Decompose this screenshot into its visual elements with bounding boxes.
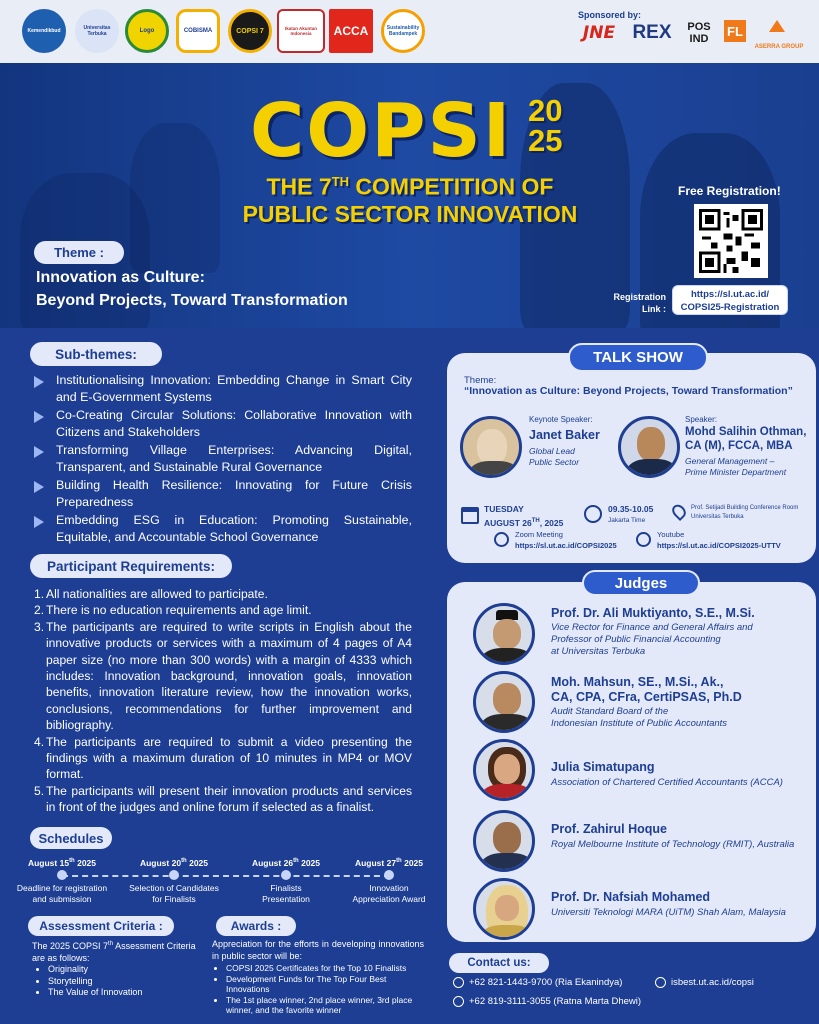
- kemendikbud-logo: Kemendikbud: [22, 9, 66, 53]
- registration-link[interactable]: https://sl.ut.ac.id/ COPSI25-Registration: [672, 285, 788, 315]
- sponsor-label: Sponsored by:: [578, 10, 642, 20]
- aserra-mark: [769, 20, 785, 32]
- jne-logo: JNE: [582, 23, 616, 43]
- awards-label: Awards :: [216, 916, 296, 936]
- schedule-desc: Selection of Candidates for Finalists: [129, 883, 219, 904]
- keynote-speaker-photo: [460, 416, 522, 478]
- speaker-label: Speaker:: [685, 415, 718, 424]
- talkshow-title: TALK SHOW: [568, 343, 708, 372]
- schedule-desc: Innovation Appreciation Award: [352, 883, 426, 904]
- judge-name: Moh. Mahsun, SE., M.Si., Ak., CA, CPA, CFra, CertiPSAS, Ph.D: [551, 675, 742, 704]
- rex-logo: REX: [632, 22, 672, 43]
- schedules-label: Schedules: [30, 827, 112, 849]
- whatsapp-icon: [453, 996, 464, 1007]
- calendar-icon: [461, 507, 479, 524]
- keynote-label: Keynote Speaker:: [529, 415, 593, 424]
- schedule-desc: Deadline for registration and submission: [16, 883, 108, 904]
- speaker-desc: General Management – Prime Minister Department: [685, 456, 787, 477]
- logo-3: Logo: [125, 9, 169, 53]
- cobisma-logo: COBISMA: [176, 9, 220, 53]
- acca-logo: ACCA: [329, 9, 373, 53]
- judge-desc: Association of Chartered Certified Accountants (ACCA): [551, 777, 783, 788]
- list-item: 3. The participants are required to write scripts in English about the innovative products or services with a maximum of 4 pages of A4 paper size (no more than 300 words) with a margin of 4333 which includes: Innovation background, innovation goals, innovation benefits, innovation literature review, how the innovation works, conclusions, recommendations for further improvement and bibliography.: [34, 619, 412, 733]
- event-year: 20 25: [528, 93, 563, 158]
- talkshow-card: [447, 353, 816, 563]
- list-item: • The Value of Innovation: [48, 987, 198, 999]
- universitas-terbuka-logo: Universitas Terbuka: [75, 9, 119, 53]
- sustainability-logo: Sustainability Bandampek: [381, 9, 425, 53]
- globe-icon: [655, 977, 666, 988]
- contact-phone[interactable]: +62 821-1443-9700 (Ria Ekanindya): [469, 977, 623, 988]
- subthemes-label: Sub-themes:: [30, 342, 162, 366]
- location-pin-icon: [669, 502, 688, 521]
- subthemes-list: [34, 372, 412, 547]
- keynote-desc: Global Lead Public Sector: [529, 446, 580, 467]
- list-item: Building Health Resilience: Innovating for Future Crisis Preparedness: [34, 477, 412, 511]
- list-item: 1. All nationalities are allowed to participate.: [34, 587, 268, 601]
- judge-desc: Royal Melbourne Institute of Technology (RMIT), Australia: [551, 839, 795, 850]
- zoom-link[interactable]: Zoom Meeting https://sl.ut.ac.id/COPSI2025: [515, 530, 617, 550]
- talkshow-date: TUESDAY AUGUST 26TH, 2025: [484, 504, 564, 528]
- assessment-intro: The 2025 COPSI 7th Assessment Criteria are as follows:: [32, 941, 196, 963]
- judge-desc: Vice Rector for Finance and General Affairs and Professor of Public Financial Accounting at Universitas Terbuka: [551, 622, 753, 657]
- contact-label: Contact us:: [449, 953, 549, 973]
- free-registration: Free Registration!: [678, 184, 781, 198]
- sponsor-bar: [0, 0, 819, 63]
- talkshow-theme-label: Theme:: [464, 375, 497, 386]
- clock-icon: [584, 505, 602, 523]
- theme-text: Innovation as Culture: Beyond Projects, Toward Transformation: [36, 269, 348, 309]
- website-link[interactable]: isbest.ut.ac.id/copsi: [671, 977, 754, 988]
- judges-title: Judges: [582, 570, 700, 596]
- list-item: Embedding ESG in Education: Promoting Sustainable, Equitable, and Accountable School Governance: [34, 512, 412, 546]
- registration-qr-code[interactable]: [694, 204, 768, 278]
- zoom-icon: [494, 532, 509, 547]
- youtube-link[interactable]: Youtube https://sl.ut.ac.id/COPSI2025-UTTV: [657, 530, 781, 550]
- schedule-date: August 27th 2025: [354, 857, 424, 868]
- speaker-photo: [618, 416, 680, 478]
- judge-desc: Audit Standard Board of the Indonesian Institute of Public Accountants: [551, 706, 728, 729]
- keynote-name: Janet Baker: [529, 428, 600, 442]
- speaker-name: Mohd Salihin Othman, CA (M), FCCA, MBA: [685, 426, 807, 452]
- judge-name: Prof. Dr. Nafsiah Mohamed: [551, 890, 711, 904]
- event-title: COPSI: [250, 88, 513, 174]
- whatsapp-icon: [453, 977, 464, 988]
- judge-name: Prof. Zahirul Hoque: [551, 822, 667, 836]
- timeline-dot: [281, 870, 291, 880]
- list-item: Transforming Village Enterprises: Advancing Digital, Transparent, and Sustainable Rural Governance: [34, 442, 412, 476]
- list-item: • The 1st place winner, 2nd place winner, 3rd place winner, and the favorite winner: [226, 995, 424, 1016]
- theme-label: Theme :: [34, 241, 124, 264]
- schedule-date: August 26th 2025: [251, 857, 321, 868]
- list-item: 4. The participants are required to submit a video presenting the findings with a maximum duration of 10 minutes in MP4 or MOV format.: [34, 734, 412, 782]
- judge-photo: [473, 810, 535, 872]
- judge-photo: [473, 739, 535, 801]
- registration-link-label: Registration Link :: [613, 292, 666, 314]
- pos-ind-logo: POS IND: [687, 21, 711, 45]
- talkshow-time: 09.35-10.05 Jakarta Time: [608, 504, 654, 524]
- contact-phone[interactable]: +62 819-3111-3055 (Ratna Marta Dhewi): [469, 996, 642, 1007]
- list-item: • COPSI 2025 Certificates for the Top 10 Finalists: [226, 963, 424, 974]
- judge-name: Prof. Dr. Ali Muktiyanto, S.E., M.Si.: [551, 606, 755, 620]
- judge-photo: [473, 603, 535, 665]
- judge-desc: Universiti Teknologi MARA (UiTM) Shah Alam, Malaysia: [551, 907, 786, 918]
- list-item: 5. The participants will present their innovation products and services in front of the judges and online forum if selected as a finalist.: [34, 783, 412, 815]
- aserra-logo: ASERRA GROUP: [754, 44, 804, 50]
- requirements-list: [34, 586, 412, 816]
- schedule-desc: Finalists Presentation: [262, 883, 310, 904]
- fl-logo: FL: [724, 20, 746, 42]
- assessment-list: [48, 964, 198, 999]
- iai-logo: Ikatan Akuntan Indonesia: [277, 9, 325, 53]
- judge-photo: [473, 878, 535, 940]
- list-item: Co-Creating Circular Solutions: Collaborative Innovation with Citizens and Stakeholders: [34, 407, 412, 441]
- talkshow-venue: Prof. Setijadi Building Conference Room Universitas Terbuka: [691, 505, 799, 520]
- schedule-date: August 20th 2025: [139, 857, 209, 868]
- awards-intro: Appreciation for the efforts in developing innovations in public sector will be:: [212, 939, 424, 961]
- list-item: Institutionalising Innovation: Embedding Change in Smart City and E-Government Systems: [34, 372, 412, 406]
- timeline-dot: [57, 870, 67, 880]
- timeline-dot: [384, 870, 394, 880]
- competition-title: THE 7TH COMPETITION OF PUBLIC SECTOR INNOVATION: [242, 173, 578, 227]
- assessment-label: Assessment Criteria :: [28, 916, 174, 936]
- list-item: • Storytelling: [48, 976, 198, 988]
- judges-card: [447, 582, 816, 942]
- talkshow-theme: “Innovation as Culture: Beyond Projects, Toward Transformation”: [464, 385, 793, 397]
- schedule-date: August 15th 2025: [27, 857, 97, 868]
- timeline-line: [62, 875, 390, 877]
- requirements-label: Participant Requirements:: [30, 554, 232, 578]
- list-item: 2. There is no education requirements and age limit.: [34, 603, 312, 618]
- timeline-dot: [169, 870, 179, 880]
- youtube-icon: [636, 532, 651, 547]
- awards-list: [226, 963, 424, 1016]
- list-item: • Development Funds for The Top Four Best Innovations: [226, 974, 424, 995]
- judge-photo: [473, 671, 535, 733]
- list-item: • Originality: [48, 964, 198, 976]
- judge-name: Julia Simatupang: [551, 760, 655, 774]
- copsi-logo: COPSI 7: [228, 9, 272, 53]
